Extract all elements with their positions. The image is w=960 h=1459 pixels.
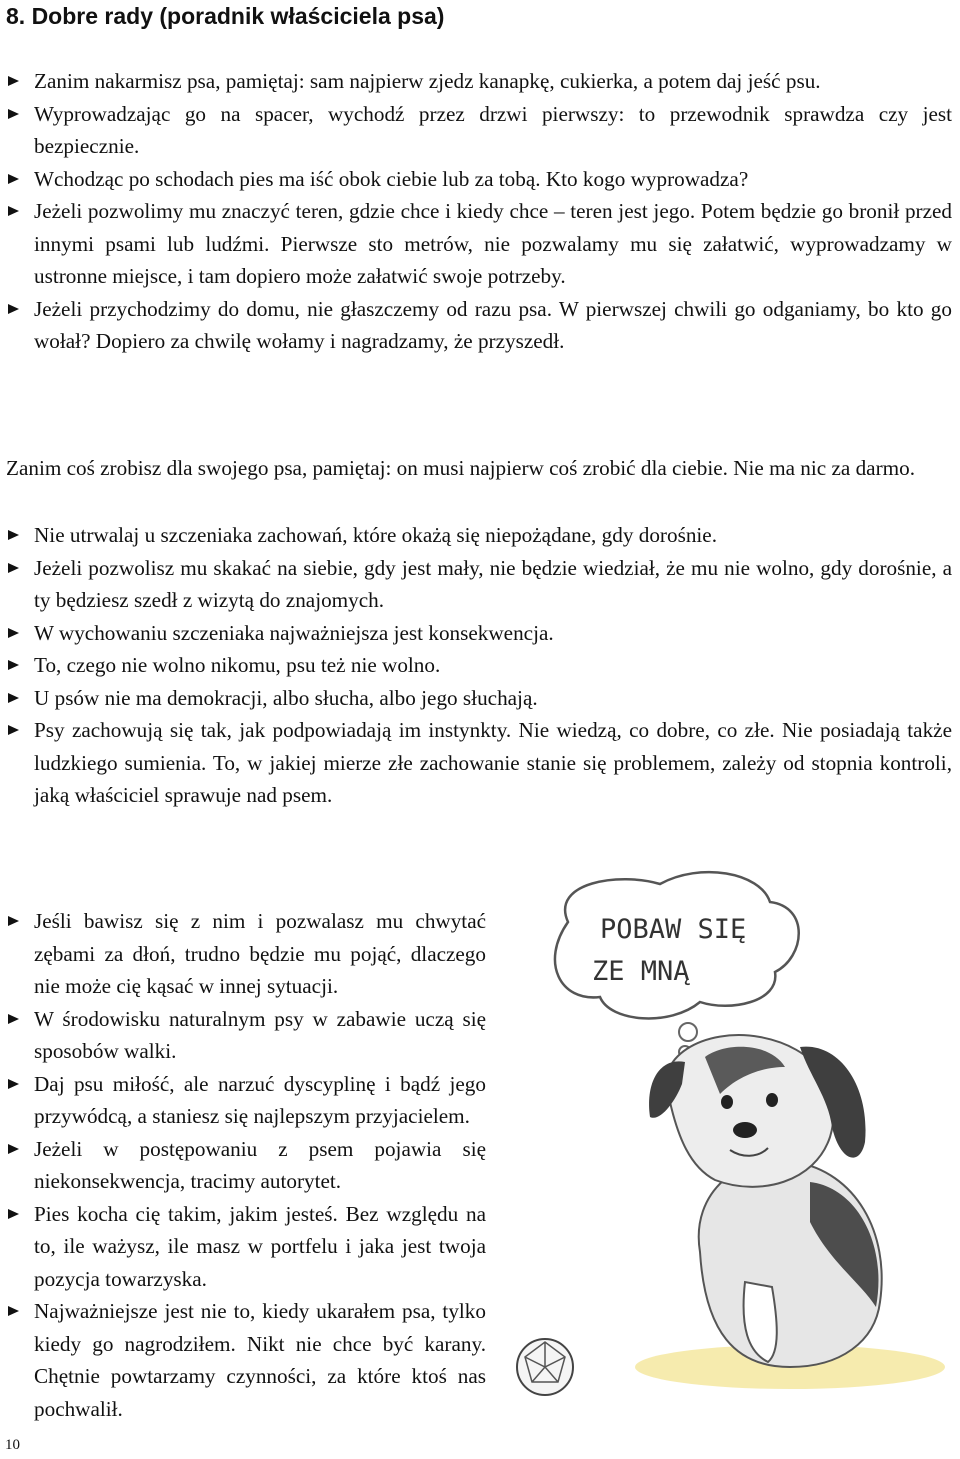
intro-paragraph: Zanim coś zrobisz dla swojego psa, pamiętaj: on musi najpierw coś zrobić dla ciebie. Nie ma nic za darmo.	[6, 456, 916, 480]
page-title: 8. Dobre rady (poradnik właściciela psa)	[6, 3, 445, 29]
bullet-arrow-icon	[8, 530, 19, 540]
list-item	[0, 519, 952, 552]
list-item-text: Najważniejsze jest nie to, kiedy ukarałem psa, tylko kiedy go nagrodziłem. Nikt nie chce być karany. Chętnie powtarzamy czynności, za które ktoś nas pochwalił.	[34, 1299, 486, 1421]
list-item-text: To, czego nie wolno nikomu, psu też nie wolno.	[34, 653, 441, 677]
advice-list-1	[0, 65, 952, 358]
list-item	[0, 195, 952, 293]
list-item-text: U psów nie ma demokracji, albo słucha, albo jego słuchają.	[34, 685, 538, 710]
bullet-arrow-icon	[8, 1079, 19, 1089]
list-item-text: Jeżeli przychodzimy do domu, nie głaszczemy od razu psa. W pierwszej chwili go odganiamy, bo kto go wołał? Dopiero za chwilę wołamy i nagradzamy, że przyszedł.	[34, 296, 952, 353]
page-number: 10	[5, 1437, 20, 1453]
list-item	[0, 1198, 486, 1296]
list-item-text: Jeżeli w postępowaniu z psem pojawia się niekonsekwencja, tracimy autorytet.	[34, 1136, 486, 1193]
bullet-arrow-icon	[8, 660, 19, 670]
list-item	[0, 649, 952, 682]
list-item-text: Nie utrwalaj u szczeniaka zachowań, które okażą się niepożądane, gdy dorośnie.	[34, 523, 717, 547]
puppy	[635, 1035, 945, 1389]
bullet-arrow-icon	[8, 1144, 19, 1154]
list-item-text: Jeśli bawisz się z nim i pozwalasz mu chwytać zębami za dłoń, trudno będzie mu pojąć, dlaczego nie może cię kąsać w innej sytuacji.	[34, 909, 486, 998]
bullet-arrow-icon	[8, 725, 19, 735]
bullet-arrow-icon	[8, 1306, 19, 1316]
bullet-arrow-icon	[8, 1209, 19, 1219]
bullet-arrow-icon	[8, 916, 19, 926]
bubble-text-line2: ZE MNĄ	[592, 956, 690, 987]
list-item	[0, 163, 952, 196]
list-item	[0, 98, 952, 163]
bullet-arrow-icon	[8, 628, 19, 638]
list-item	[0, 552, 952, 617]
list-item	[0, 617, 952, 650]
list-item	[0, 65, 952, 98]
list-item-text: Daj psu miłość, ale narzuć dyscyplinę i bądź jego przywódcą, a staniesz się najlepszym przyjacielem.	[34, 1071, 486, 1128]
list-item	[0, 1068, 486, 1133]
bullet-arrow-icon	[8, 109, 19, 119]
advice-list-3	[0, 905, 486, 1425]
list-item	[0, 1003, 486, 1068]
list-item-text: Psy zachowują się tak, jak podpowiadają im instynkty. Nie wiedzą, co dobre, co złe. Nie posiadają także ludzkiego sumienia. To, w jakiej mierze złe zachowanie stanie się problemem, zależy od stopnia kontroli, jaką właściciel sprawuje nad psem.	[34, 718, 952, 807]
list-item	[0, 293, 952, 358]
list-item	[0, 714, 952, 812]
list-item-text: Zanim nakarmisz psa, pamiętaj: sam najpierw zjedz kanapkę, cukierka, a potem daj jeść psu.	[34, 69, 821, 93]
puppy-illustration	[510, 862, 960, 1407]
bullet-arrow-icon	[8, 174, 19, 184]
list-item	[0, 1133, 486, 1198]
ball	[517, 1339, 573, 1395]
bullet-arrow-icon	[8, 1014, 19, 1024]
bullet-arrow-icon	[8, 304, 19, 314]
list-item-text: Wyprowadzając go na spacer, wychodź przez drzwi pierwszy: to przewodnik sprawdza czy jest bezpiecznie.	[34, 101, 952, 158]
list-item-text: Jeżeli pozwolisz mu skakać na siebie, gdy jest mały, nie będzie wiedział, że mu nie wolno, gdy dorośnie, a ty będziesz szedł z wizytą do znajomych.	[34, 555, 952, 612]
list-item-text: W wychowaniu szczeniaka najważniejsza jest konsekwencja.	[34, 620, 554, 645]
list-item-text: Pies kocha cię takim, jakim jesteś. Bez względu na to, ile ważysz, ile masz w portfelu i jaka jest twoja pozycja towarzyska.	[34, 1201, 486, 1291]
bullet-arrow-icon	[8, 563, 19, 573]
list-item	[0, 682, 952, 715]
list-item-text: Wchodząc po schodach pies ma iść obok ciebie lub za tobą. Kto kogo wyprowadza?	[34, 166, 749, 191]
advice-list-2	[0, 519, 952, 812]
bullet-arrow-icon	[8, 693, 19, 703]
thought-bubble	[555, 872, 799, 1058]
list-item-text: Jeżeli pozwolimy mu znaczyć teren, gdzie chce i kiedy chce – teren jest jego. Potem będzie go bronił przed innymi psami lub ludźmi. Pierwsze sto metrów, nie pozwalamy mu się załatwić, wyprowadzamy w ustronne miejsce, i tam dopiero może załatwić swoje potrzeby.	[34, 199, 952, 288]
list-item	[0, 1295, 486, 1425]
list-item	[0, 905, 486, 1003]
bullet-arrow-icon	[8, 76, 19, 86]
bullet-arrow-icon	[8, 206, 19, 216]
list-item-text: W środowisku naturalnym psy w zabawie uczą się sposobów walki.	[34, 1006, 486, 1063]
bubble-text-line1: POBAW SIĘ	[600, 914, 747, 945]
